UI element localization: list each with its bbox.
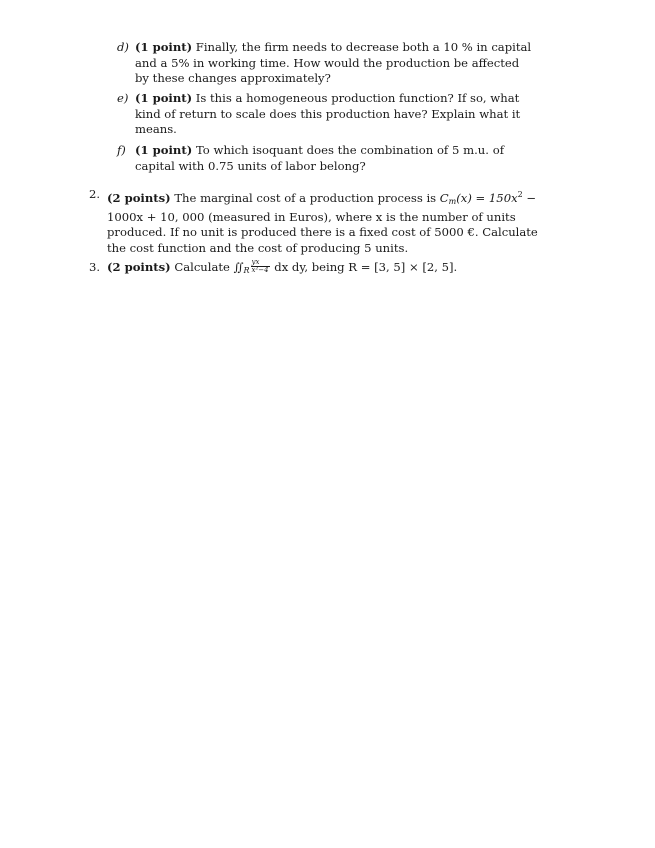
points-label: (2 points) bbox=[107, 191, 171, 205]
subquestion-line: kind of return to scale does this production have? Explain what it bbox=[135, 106, 521, 121]
subquestion-line: capital with 0.75 units of labor belong? bbox=[135, 158, 366, 173]
subquestion-line: (1 point) Finally, the firm needs to decrease both a 10 % in capital bbox=[135, 40, 532, 54]
subquestion-line: (1 point) To which isoquant does the combination of 5 m.u. of bbox=[135, 143, 504, 157]
problem-line: (2 points) The marginal cost of a production process is $C_m(x) = 150x^2$ − bbox=[107, 190, 537, 206]
problem-2 bbox=[89, 187, 538, 256]
points-label: (1 point) bbox=[135, 143, 193, 157]
subquestion-line: by these changes approximately? bbox=[135, 71, 331, 86]
problem-marker: 2. bbox=[89, 187, 101, 201]
problem-3 bbox=[89, 257, 504, 279]
problem-line: the cost function and the cost of producing 5 units. bbox=[107, 240, 409, 255]
subquestion-e bbox=[117, 91, 521, 138]
subquestion-marker: f) bbox=[117, 143, 126, 157]
subquestion-f bbox=[117, 143, 504, 174]
double-integral-symbol: ∬ bbox=[233, 260, 244, 274]
problem-line: 1000x + 10, 000 (measured in Euros), where x is the number of units bbox=[107, 209, 516, 224]
problem-line: produced. If no unit is produced there is a fixed cost of 5000 €. Calculate bbox=[107, 225, 538, 240]
subquestion-marker: d) bbox=[117, 40, 129, 54]
subquestion-line: (1 point) Is this a homogeneous production function? If so, what bbox=[135, 91, 520, 105]
subquestion-line: and a 5% in working time. How would the production be affected bbox=[135, 55, 520, 70]
subquestion-d bbox=[117, 40, 532, 87]
points-label: (1 point) bbox=[135, 40, 193, 54]
integrand-fraction: $\frac{yx}{\text{x²−4}}$ bbox=[251, 257, 269, 274]
problem-marker: 3. bbox=[89, 260, 101, 274]
marginal-cost-symbol: C bbox=[439, 191, 449, 205]
subquestion-line: means. bbox=[135, 122, 177, 137]
points-label: (2 points) bbox=[107, 260, 171, 274]
subquestion-marker: e) bbox=[117, 91, 129, 105]
points-label: (1 point) bbox=[135, 91, 193, 105]
problem-line: (2 points) Calculate $∬_R$ $\frac{yx}{\text{x²−4}}$ dx dy, being R = [3, 5] × [2, 5]. bbox=[107, 257, 458, 275]
